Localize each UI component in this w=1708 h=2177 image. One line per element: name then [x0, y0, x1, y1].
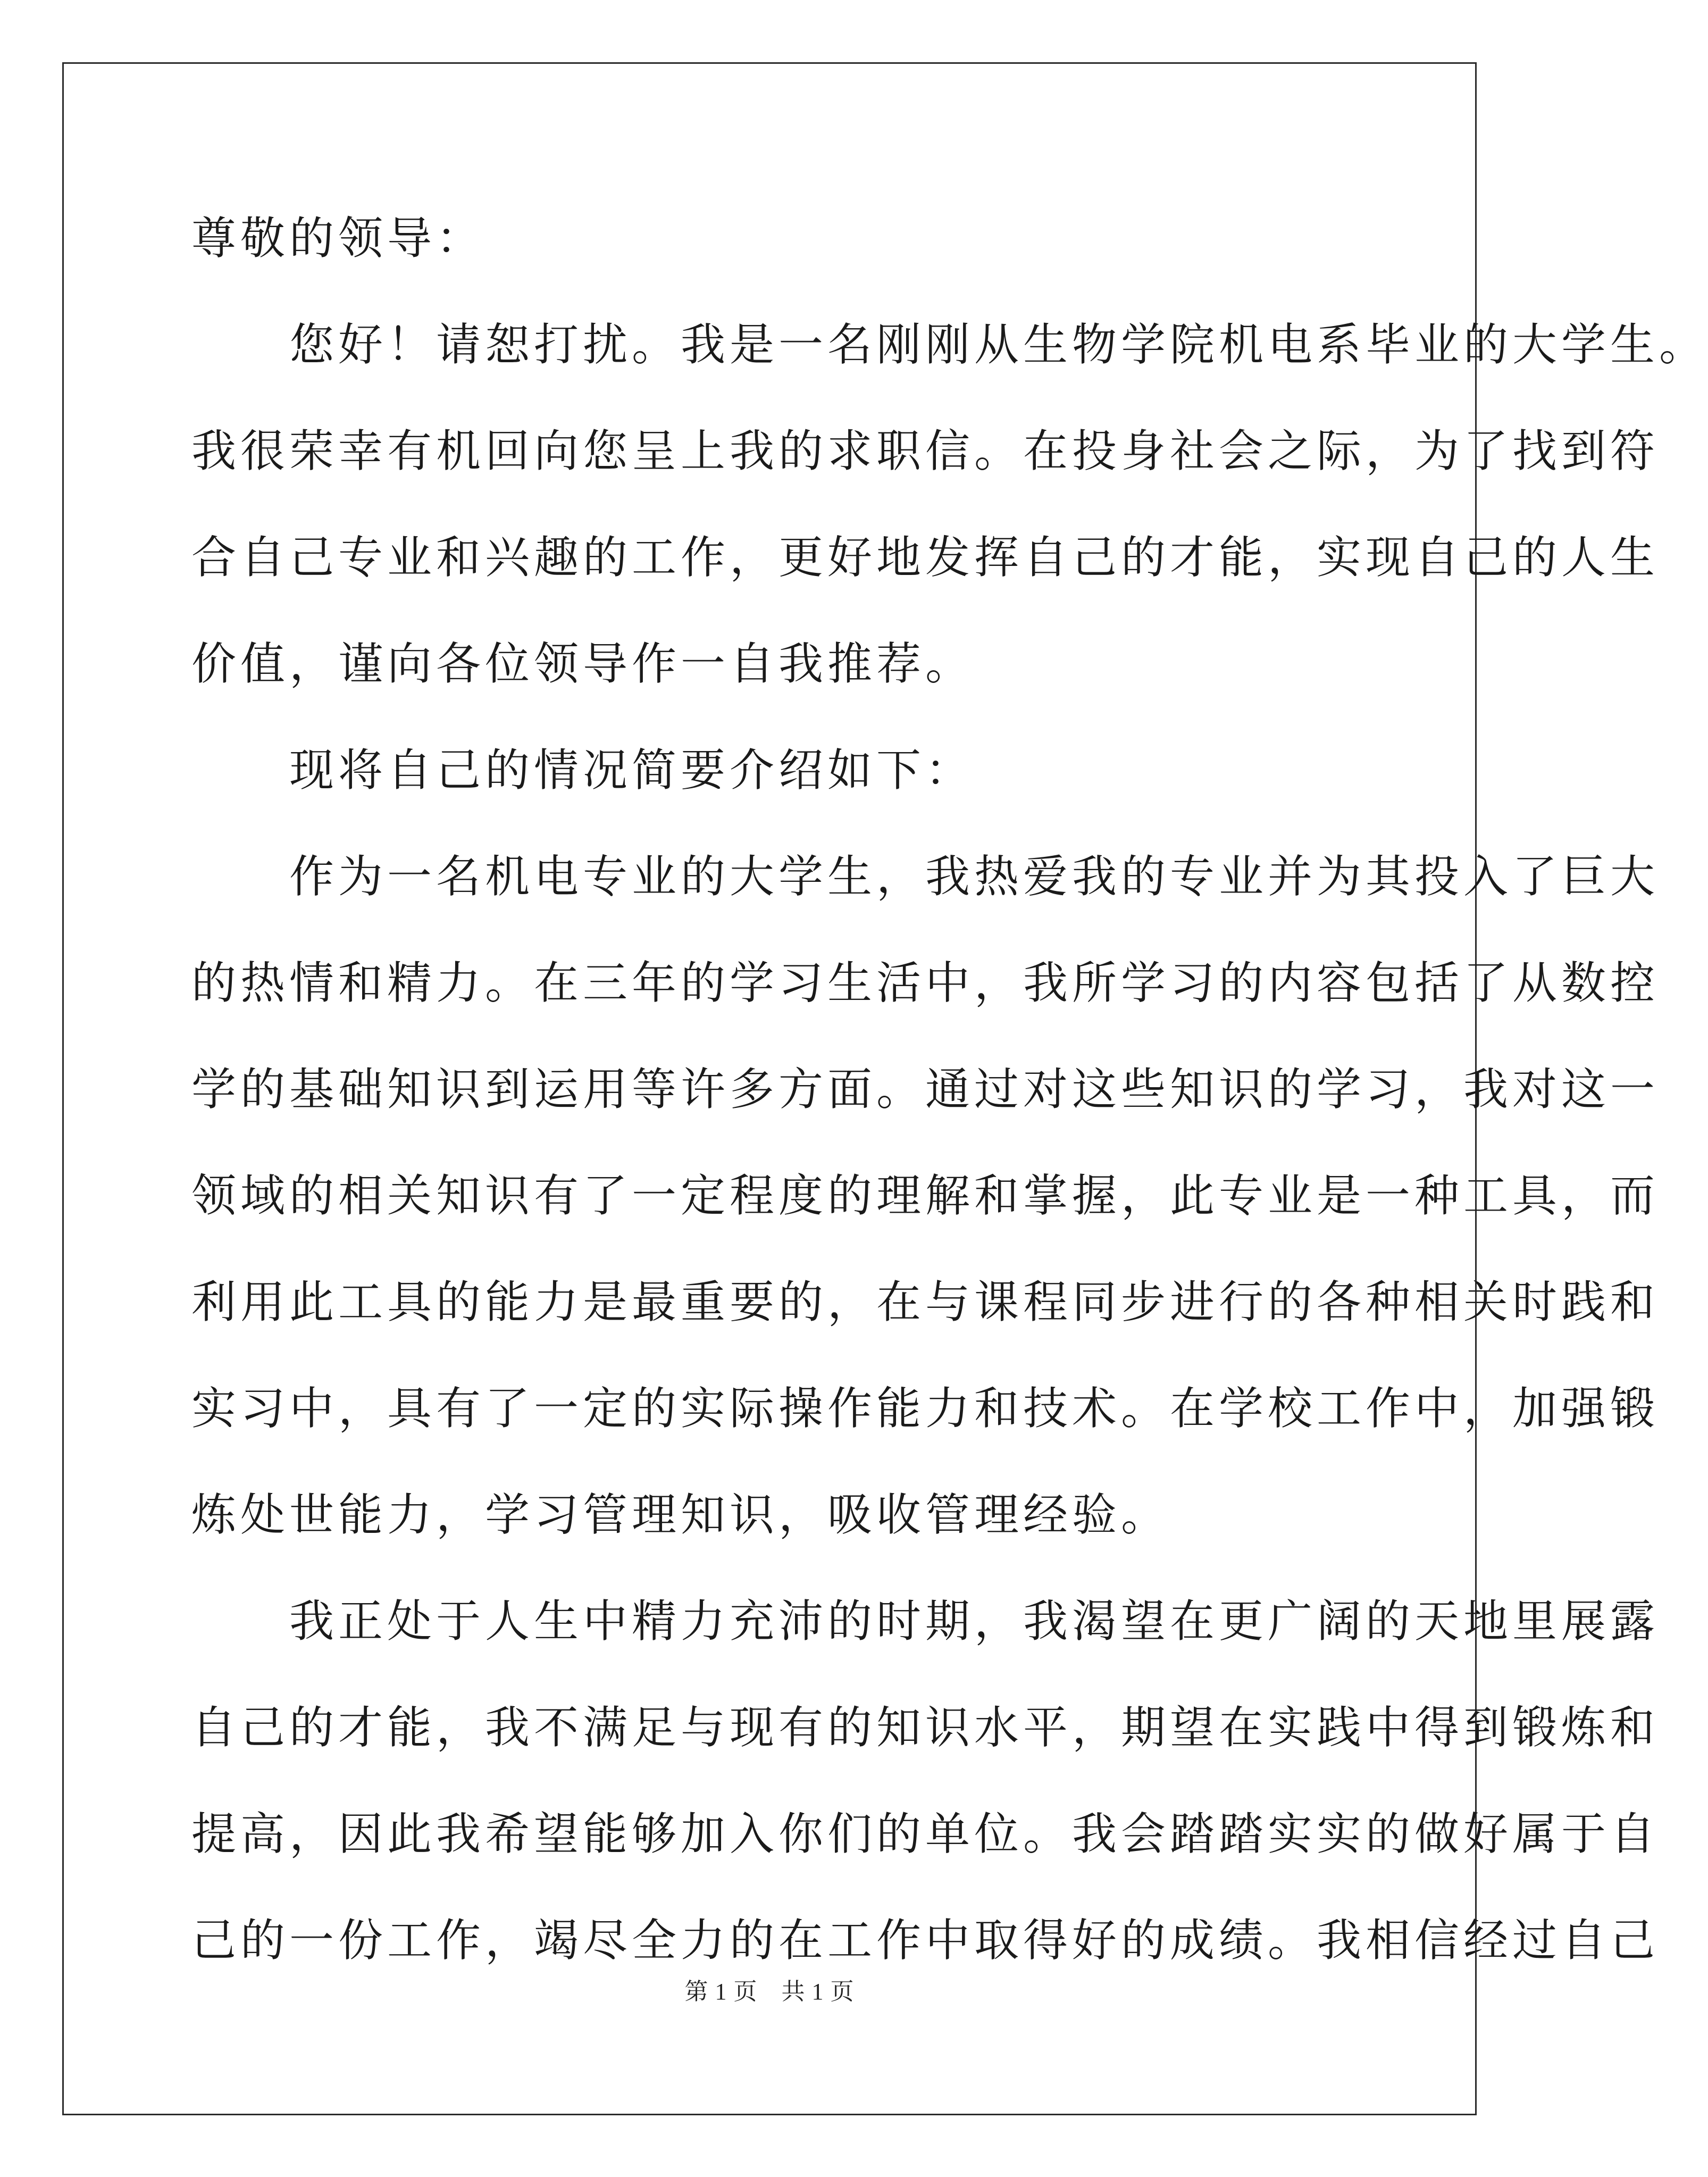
paragraph-line: 利用此工具的能力是最重要的，在与课程同步进行的各种相关时践和 — [191, 1276, 1660, 1328]
paragraph-line: 实习中，具有了一定的实际操作能力和技术。在学校工作中，加强锻 — [191, 1382, 1660, 1434]
paragraph-line: 提高，因此我希望能够加入你们的单位。我会踏踏实实的做好属于自 — [191, 1808, 1660, 1860]
paragraph-line: 己的一份工作，竭尽全力的在工作中取得好的成绩。我相信经过自己 — [191, 1914, 1660, 1966]
paragraph-line: 现将自己的情况简要介绍如下： — [191, 744, 975, 796]
paragraph-line: 自己的才能，我不满足与现有的知识水平，期望在实践中得到锻炼和 — [191, 1701, 1660, 1754]
paragraph-line: 学的基础知识到运用等许多方面。通过对这些知识的学习，我对这一 — [191, 1063, 1660, 1115]
paragraph-line: 的热情和精力。在三年的学习生活中，我所学习的内容包括了从数控 — [191, 957, 1660, 1009]
paragraph-line: 作为一名机电专业的大学生，我热爱我的专业并为其投入了巨大 — [191, 850, 1660, 903]
paragraph-line: 您好！请恕打扰。我是一名刚刚从生物学院机电系毕业的大学生。 — [191, 319, 1708, 371]
paragraph-line: 炼处世能力，学习管理知识，吸收管理经验。 — [191, 1489, 1170, 1541]
paragraph-line: 合自己专业和兴趣的工作，更好地发挥自己的才能，实现自己的人生 — [191, 531, 1660, 583]
paragraph-line: 我正处于人生中精力充沛的时期，我渴望在更广阔的天地里展露 — [191, 1595, 1660, 1647]
paragraph-line: 领域的相关知识有了一定程度的理解和掌握，此专业是一种工具，而 — [191, 1170, 1660, 1222]
salutation: 尊敬的领导： — [191, 212, 485, 264]
page-number-footer: 第 1 页 共 1 页 — [684, 1979, 855, 2005]
paragraph-line: 价值，谨向各位领导作一自我推荐。 — [191, 638, 975, 690]
paragraph-line: 我很荣幸有机回向您呈上我的求职信。在投身社会之际，为了找到符 — [191, 425, 1660, 477]
